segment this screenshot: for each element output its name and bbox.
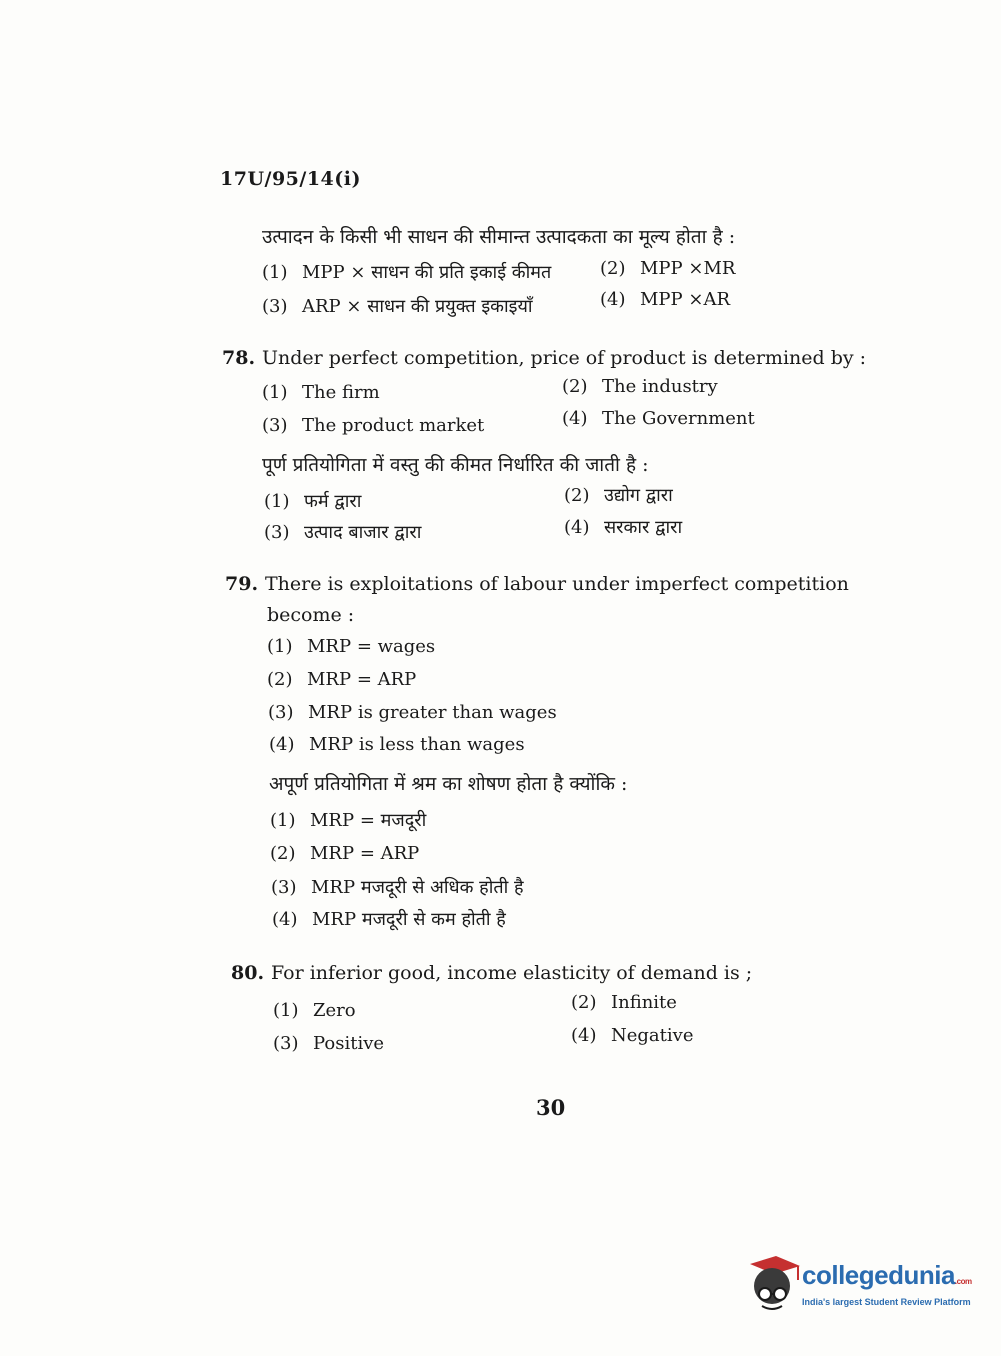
q78-hindi-text: पूर्ण प्रतियोगिता में वस्तु की कीमत निर्धारित की जाती है : <box>262 454 649 476</box>
q79-option-4: (4) MRP is less than wages <box>269 734 525 755</box>
q80-option-2: (2) Infinite <box>571 992 677 1013</box>
q79-hindi-option-2: (2) MRP = ARP <box>270 843 420 864</box>
q79-question-line2: become : <box>267 604 355 626</box>
brand-name: collegedunia.com <box>802 1260 972 1290</box>
paper-code: 17U/95/14(i) <box>220 168 361 190</box>
collegedunia-logo <box>742 1250 972 1320</box>
q78-hindi-option-4: (4) सरकार द्वारा <box>564 517 683 538</box>
q80-question: 80. For inferior good, income elasticity of demand is ; <box>231 962 753 984</box>
q79-question: 79. There is exploitations of labour under imperfect competition <box>225 573 849 595</box>
page-number: 30 <box>536 1095 566 1120</box>
q80-option-1: (1) Zero <box>273 1000 356 1021</box>
q77-option-4: (4) MPP ×AR <box>600 289 731 310</box>
q80-option-3: (3) Positive <box>273 1033 385 1054</box>
q79-hindi-option-4: (4) MRP मजदूरी से कम होती है <box>272 909 506 930</box>
q77-option-3: (3) ARP × साधन की प्रयुक्त इकाइयाँ <box>262 296 533 317</box>
q78-question: 78. Under perfect competition, price of product is determined by : <box>222 347 867 369</box>
q78-option-4: (4) The Government <box>562 408 755 429</box>
q79-option-1: (1) MRP = wages <box>267 636 436 657</box>
q78-hindi-option-3: (3) उत्पाद बाजार द्वारा <box>264 522 422 543</box>
q78-option-2: (2) The industry <box>562 376 718 397</box>
q79-hindi-option-3: (3) MRP मजदूरी से अधिक होती है <box>271 877 524 898</box>
q79-hindi-text: अपूर्ण प्रतियोगिता में श्रम का शोषण होता है क्योंकि : <box>269 773 628 795</box>
q78-hindi-option-2: (2) उद्योग द्वारा <box>564 485 673 506</box>
q78-option-1: (1) The firm <box>262 382 380 403</box>
brand-tagline: India's largest Student Review Platform <box>802 1297 971 1307</box>
q79-hindi-option-1: (1) MRP = मजदूरी <box>270 810 427 831</box>
q77-option-2: (2) MPP ×MR <box>600 258 736 279</box>
q77-hindi-text: उत्पादन के किसी भी साधन की सीमान्त उत्पादकता का मूल्य होता है : <box>262 226 736 248</box>
mascot-icon <box>742 1250 802 1312</box>
q79-option-2: (2) MRP = ARP <box>267 669 417 690</box>
q78-hindi-option-1: (1) फर्म द्वारा <box>264 491 362 512</box>
q78-option-3: (3) The product market <box>262 415 485 436</box>
q80-option-4: (4) Negative <box>571 1025 694 1046</box>
q77-option-1: (1) MPP × साधन की प्रति इकाई कीमत <box>262 262 552 283</box>
q79-option-3: (3) MRP is greater than wages <box>268 702 557 723</box>
